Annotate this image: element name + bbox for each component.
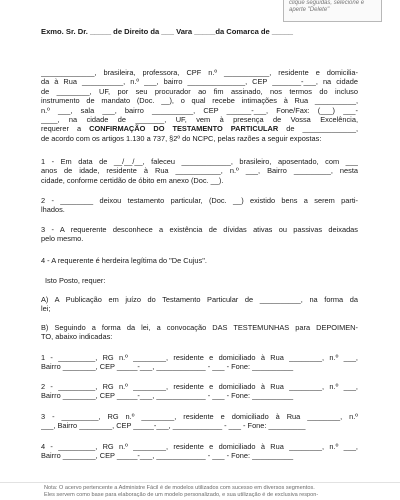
request-a-paragraph — [41, 295, 358, 314]
para1-line-7 — [41, 124, 358, 133]
req-b-line-1: B) Seguindo a forma da lei, a convocação DAS TESTEMUNHAS para DEPOIMEN- — [41, 323, 358, 332]
item2-line-1: 2 - ________ deixou testamento particular, (Doc. __) existido bens a serem parti- — [41, 196, 358, 205]
witness-2 — [41, 382, 358, 401]
footer-note — [44, 485, 364, 499]
witness-1 — [41, 353, 358, 372]
witness-2-line-2: Bairro ________, CEP _____-___, ____________ - ___ - Fone: __________ — [41, 391, 294, 401]
item1-line-1: 1 - Em data de __/__/__, faleceu ____________, brasileiro, aposentado, com ___ — [41, 157, 358, 166]
tip-line-2: aperte "Delete" — [289, 7, 330, 13]
para1-request-text: requerer a — [41, 124, 90, 134]
tip-line-1: clique seguidas, selecione e — [289, 0, 365, 6]
footer-line-2: Eles servem como base para elaboração de um modelo personalizado, e sua utilização é de exclusiva respon- — [44, 492, 319, 498]
isto-posto-text: Isto Posto, requer: — [45, 276, 106, 285]
witness-3-line-1: 3 - _________, RG n.º ________, residente e domiciliado à Rua ________, n.º — [41, 412, 358, 421]
para1-request-tail: de _____________, — [278, 124, 358, 134]
para1-line-2: da à Rua __________, n.º ___, bairro ______________, CEP _______-___, na cidade — [41, 77, 358, 87]
item-2-paragraph — [41, 196, 358, 215]
req-a-line-2: lei; — [41, 304, 51, 314]
footer-line-1: Nota: O acervo pertencente a Administre Fácil é de modelos utilizados com sucesso em diversos segmentos. — [44, 485, 315, 491]
witness-4 — [41, 442, 358, 461]
item3-line-2: pelo mesmo. — [41, 234, 84, 244]
item-4-paragraph — [41, 256, 358, 265]
witness-4-line-2: Bairro ________, CEP _____-___, ____________ - ___ - Fone: __________ — [41, 451, 294, 461]
request-title-bold: CONFIRMAÇÃO DO TESTAMENTO PARTICULAR — [89, 124, 279, 134]
para1-line-4: instrumento de mandato (Doc. __), o qual recebe intimações à Rua __________, — [41, 96, 358, 106]
item4-line: 4 - A requerente é herdeira legítima do "De Cujus". — [41, 256, 207, 265]
item3-line-1: 3 - A requerente desconhece a existência de dívidas ativas ou passivas deixadas — [41, 225, 358, 234]
instruction-tip-box — [283, 0, 382, 22]
witness-4-line-1: 4 - _________, RG n.º ________, residente e domiciliado à Rua ________, n.º ___, — [41, 442, 358, 451]
req-b-line-2: TO, abaixo indicadas: — [41, 332, 113, 342]
para1-line-6: ____, na cidade de _______, UF, vem à presença de Vossa Excelência, — [41, 115, 358, 125]
item-3-paragraph — [41, 225, 358, 244]
item-1-paragraph — [41, 157, 358, 185]
witness-3-line-2: ___, Bairro ________, CEP _____-___, ____________ - ___ - Fone: _________ — [41, 421, 306, 431]
para1-line-1: _____________, brasileira, professora, CPF n.º ___________, residente e domicilia- — [41, 68, 358, 77]
witness-3 — [41, 412, 358, 431]
item2-line-2: lhados. — [41, 205, 65, 215]
petitioner-qualification-paragraph — [41, 68, 358, 143]
witness-2-line-1: 2 - _________, RG n.º ________, residente e domiciliado à Rua ________, n.º ___, — [41, 382, 358, 391]
item1-line-3: cidade, conforme certidão de óbito em anexo (Doc. __). — [41, 175, 224, 185]
para1-line-5: n.º ___, sala ___, bairro __________, CEP ______-___, Fone/Fax: (___) ___- — [41, 105, 358, 115]
req-a-line-1: A) A Publicação em juízo do Testamento Particular de __________, na forma da — [41, 295, 358, 304]
para1-line-3: de ________, UF, por seu procurador ao fim assinado, nos termos do incluso — [41, 86, 358, 96]
witness-1-line-1: 1 - _________, RG n.º ________, residente e domiciliado à Rua ________, n.º ___, — [41, 353, 358, 362]
para1-line-8: de acordo com os artigos 1.130 a 737, §2º do NCPC, pelas razões a seguir expostas: — [41, 133, 322, 143]
witness-1-line-2: Bairro ________, CEP _____-___, ____________ - ___ - Fone: __________ — [41, 362, 294, 372]
footer-divider — [0, 482, 400, 483]
item1-line-2: anos de idade, residente à Rua ___________, n.º ___, Bairro _________, nesta — [41, 166, 358, 176]
isto-posto-heading — [45, 276, 362, 285]
court-addressee-header: Exmo. Sr. Dr. _____ de Direito da ___ Vara _____da Comarca de _____ — [41, 27, 294, 36]
request-b-paragraph — [41, 323, 358, 342]
